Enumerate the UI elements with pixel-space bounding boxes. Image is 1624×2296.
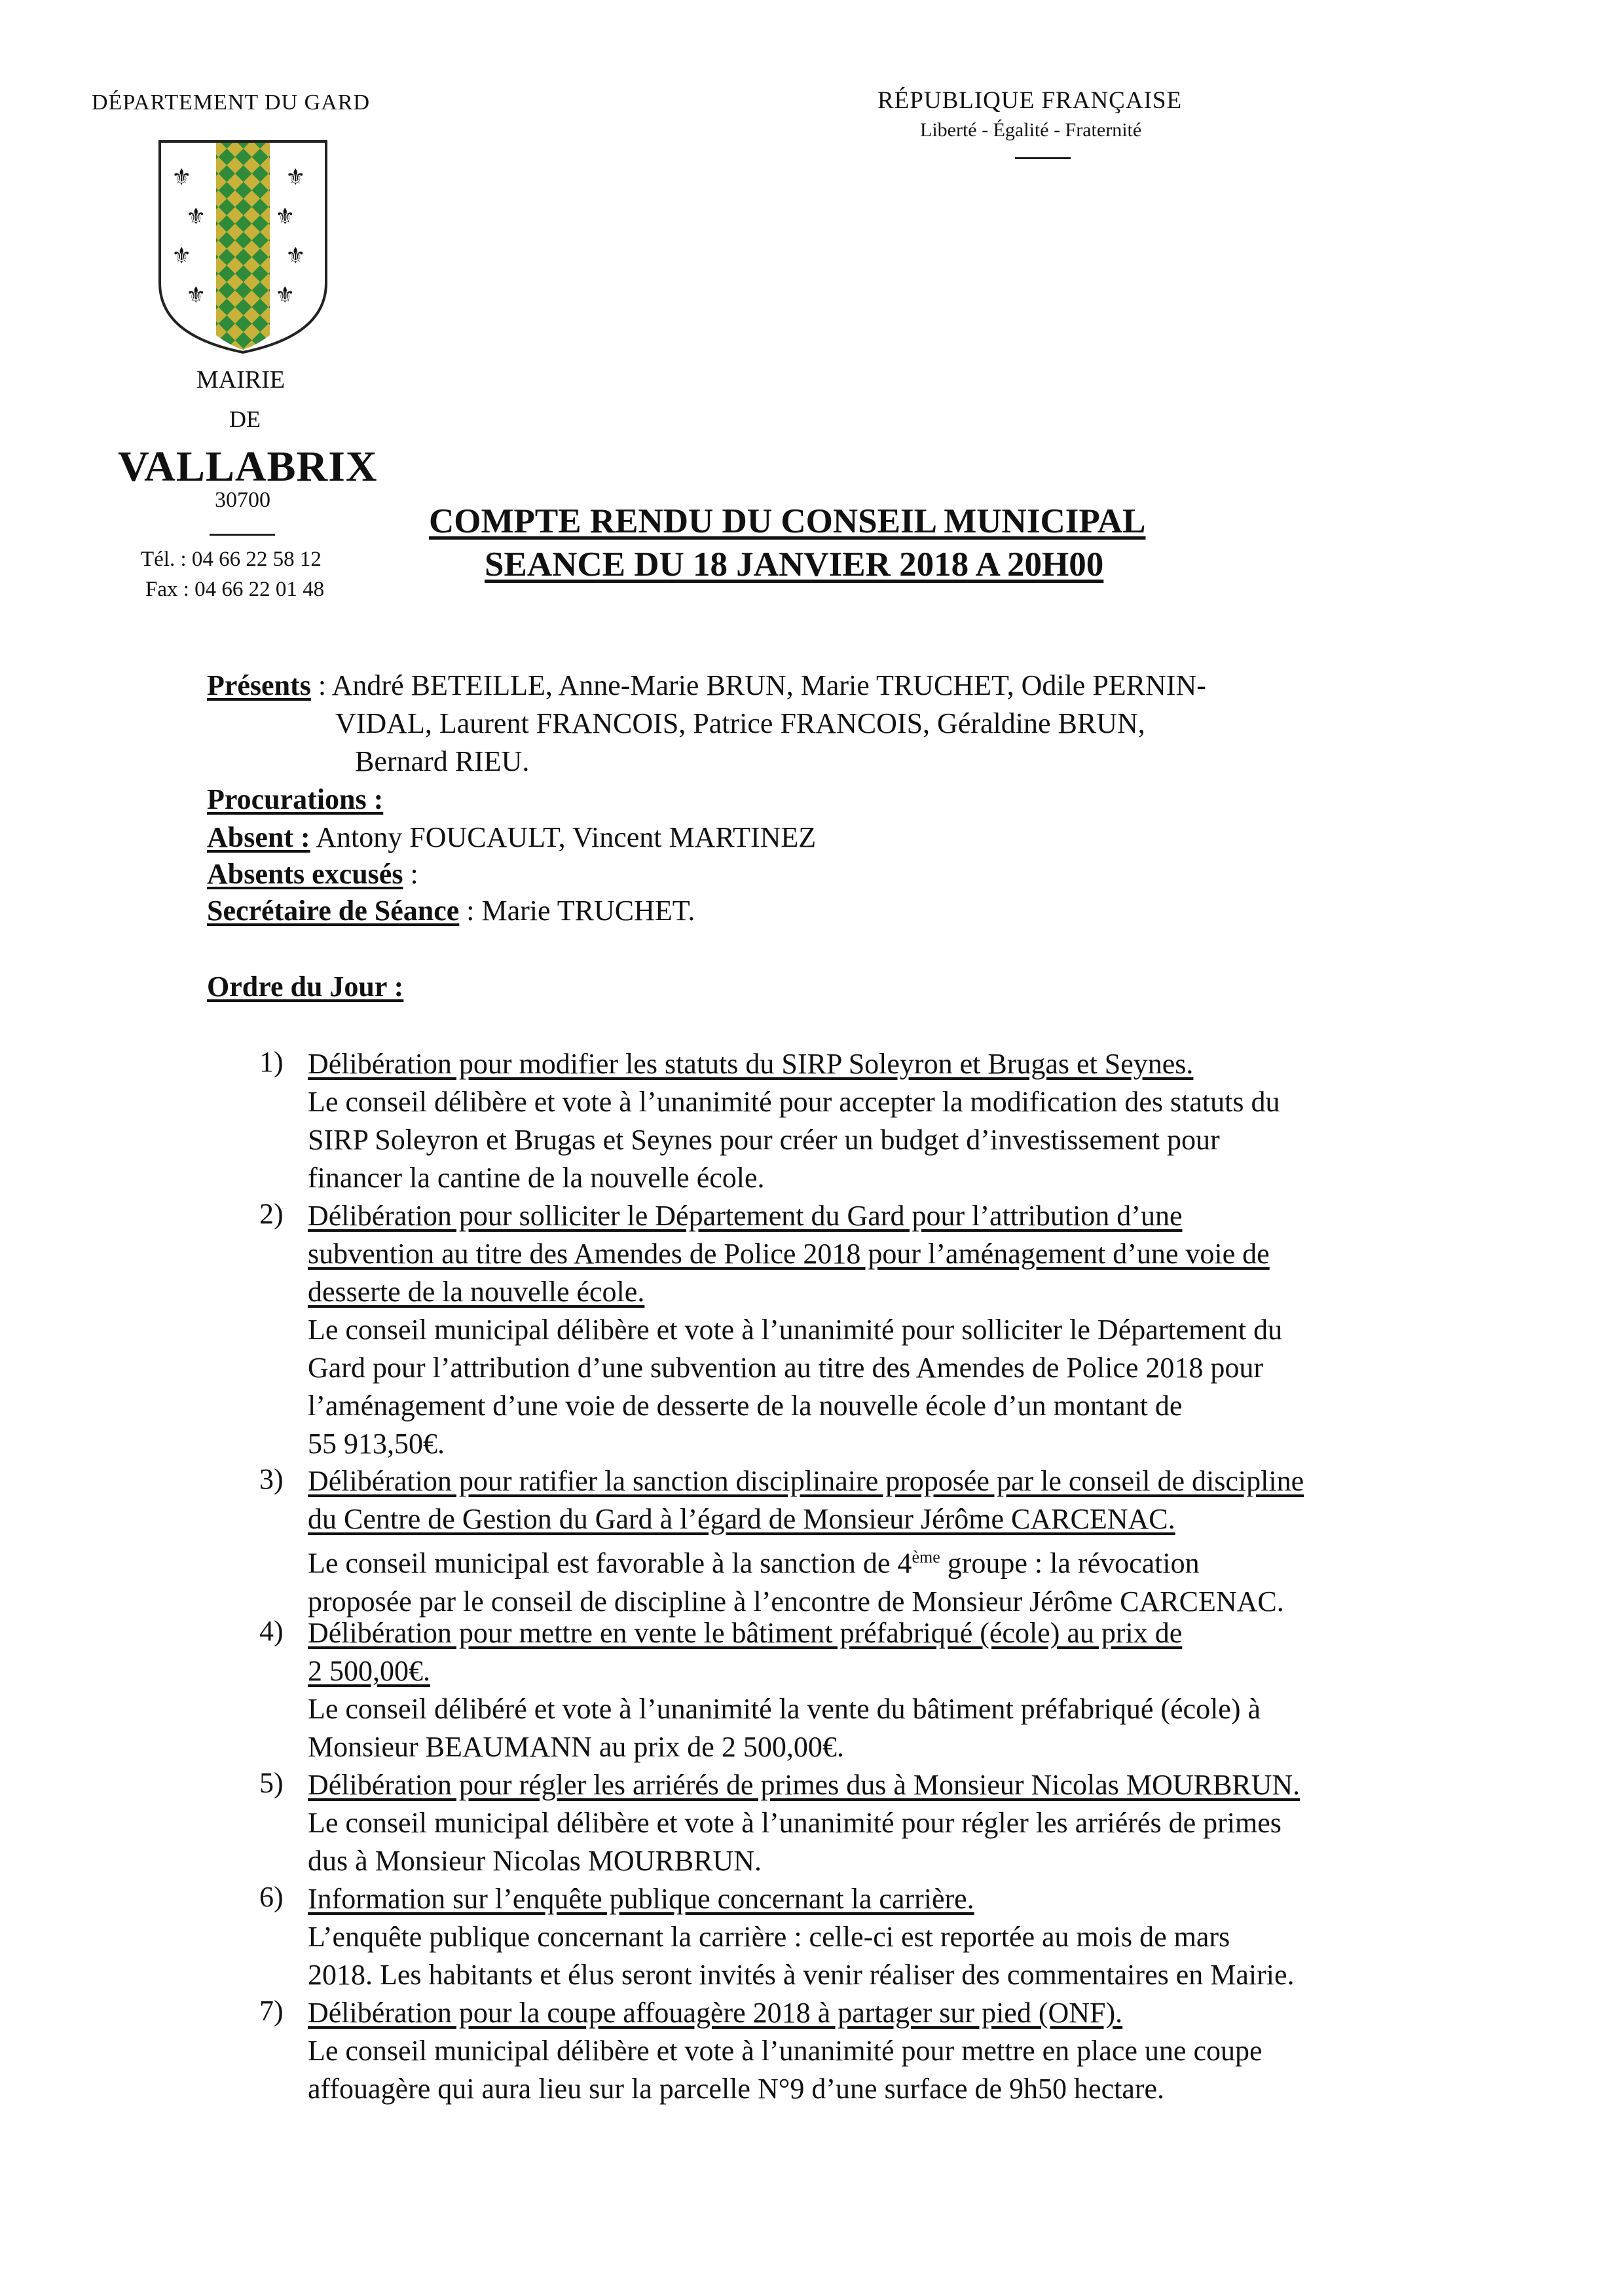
page-subtitle: SEANCE DU 18 JANVIER 2018 A 20H00 [485,546,1104,583]
item-body: Gard pour l’attribution d’une subvention au titre des Amendes de Police 2018 pour [308,1352,1264,1384]
item-body: Monsieur BEAUMANN au prix de 2 500,00€. [308,1731,844,1763]
item-title: Délibération pour régler les arriérés de primes dus à Monsieur Nicolas MOURBRUN. [308,1769,1301,1801]
item-title: Délibération pour la coupe affouagère 2018 à partager sur pied (ONF). [308,1997,1123,2029]
excuses-label: Absents excusés [207,858,403,890]
item-body: dus à Monsieur Nicolas MOURBRUN. [308,1845,762,1877]
item-number: 6) [259,1881,284,1913]
svg-text:⚜: ⚜ [172,164,192,191]
item-title: Information sur l’enquête publique concernant la carrière. [308,1883,974,1915]
presents-value: : André BETEILLE, Anne-Marie BRUN, Marie TRUCHET, Odile PERNIN- [310,669,1206,701]
excuses-value: : [403,858,418,890]
svg-text:⚜: ⚜ [186,282,206,308]
item-body-text: Le conseil municipal est favorable à la sanction de 4 [308,1547,912,1580]
procurations-line [207,781,383,819]
mairie-label: MAIRIE [196,366,286,394]
secretaire-value: : Marie TRUCHET. [459,895,695,927]
coat-of-arms-icon [157,139,329,355]
procurations-label: Procurations : [207,783,384,815]
republic-motto: Liberté - Égalité - Fraternité [920,119,1142,141]
item-title: 2 500,00€. [308,1655,430,1687]
agenda-item [308,1197,1460,1463]
item-title: subvention au titre des Amendes de Police 2018 pour l’aménagement d’une voie de [308,1238,1270,1270]
republic-name: RÉPUBLIQUE FRANÇAISE [877,87,1183,114]
item-body [308,1538,1460,1583]
item-title: desserte de la nouvelle école. [308,1276,645,1308]
agenda-label: Ordre du Jour : [207,971,404,1003]
absent-line [207,819,816,857]
presents-line [207,667,1206,705]
telephone: Tél. : 04 66 22 58 12 [141,547,322,571]
svg-text:⚜: ⚜ [186,204,206,230]
item-number: 5) [259,1767,284,1799]
agenda-item [308,1614,1460,1766]
item-body: proposée par le conseil de discipline à l’encontre de Monsieur Jérôme CARCENAC. [308,1585,1284,1618]
item-body: 2018. Les habitants et élus seront invités à venir réaliser des commentaires en Mairie. [308,1959,1295,1991]
agenda-item [308,1994,1460,2108]
secretaire-line [207,892,695,930]
superscript: ème [912,1547,940,1566]
fax: Fax : 04 66 22 01 48 [145,578,325,601]
agenda-item [308,1880,1460,1994]
presents-line: Bernard RIEU. [355,745,530,777]
department-name: DÉPARTEMENT DU GARD [92,90,370,115]
svg-text:⚜: ⚜ [275,204,295,230]
item-body: Le conseil municipal délibère et vote à l’unanimité pour régler les arriérés de primes [308,1807,1282,1839]
item-number: 7) [259,1995,284,2027]
town-name: VALLABRIX [118,443,378,491]
svg-text:⚜: ⚜ [172,243,192,269]
absent-label: Absent : [207,821,310,853]
agenda-heading [207,968,403,1006]
item-body: Le conseil délibère et vote à l’unanimité pour accepter la modification des statuts du [308,1086,1280,1118]
item-body: Le conseil municipal délibère et vote à l’unanimité pour solliciter le Département du [308,1314,1283,1346]
item-title: du Centre de Gestion du Gard à l’égard de Monsieur Jérôme CARCENAC. [308,1503,1175,1535]
item-body: L’enquête publique concernant la carrière : celle-ci est reportée au mois de mars [308,1921,1230,1953]
item-body: 55 913,50€. [308,1428,445,1460]
item-title: Délibération pour solliciter le Département du Gard pour l’attribution d’une [308,1200,1183,1232]
svg-text:⚜: ⚜ [286,164,306,191]
agenda-item [308,1766,1460,1880]
postal-code: 30700 [215,488,270,512]
item-body: l’aménagement d’une voie de desserte de la nouvelle école d’un montant de [308,1390,1183,1422]
divider [1015,157,1071,159]
item-body: affouagère qui aura lieu sur la parcelle N°9 d’une surface de 9h50 hectare. [308,2073,1165,2105]
item-number: 3) [259,1463,284,1495]
item-body-text: groupe : la révocation [940,1547,1200,1580]
agenda-item [308,1462,1460,1621]
svg-text:⚜: ⚜ [275,282,295,308]
presents-label: Présents [207,669,311,701]
item-title: Délibération pour modifier les statuts du SIRP Soleyron et Brugas et Seynes. [308,1048,1194,1080]
de-label: DE [229,406,261,432]
absent-value: Antony FOUCAULT, Vincent MARTINEZ [310,821,817,853]
agenda-item [308,1045,1460,1197]
page-title: COMPTE RENDU DU CONSEIL MUNICIPAL [429,502,1146,540]
item-title: Délibération pour ratifier la sanction disciplinaire proposée par le conseil de discipline [308,1465,1304,1497]
presents-line: VIDAL, Laurent FRANCOIS, Patrice FRANCOIS, Géraldine BRUN, [335,707,1145,739]
secretaire-label: Secrétaire de Séance [207,895,460,927]
item-body: Le conseil municipal délibère et vote à l’unanimité pour mettre en place une coupe [308,2035,1263,2067]
item-body: financer la cantine de la nouvelle école. [308,1162,765,1194]
item-number: 2) [259,1198,284,1230]
item-number: 4) [259,1615,284,1647]
excuses-line [207,855,418,893]
svg-text:⚜: ⚜ [286,243,306,269]
divider [210,534,275,536]
item-body: SIRP Soleyron et Brugas et Seynes pour créer un budget d’investissement pour [308,1124,1220,1156]
item-number: 1) [259,1046,284,1078]
item-title: Délibération pour mettre en vente le bâtiment préfabriqué (école) au prix de [308,1617,1183,1649]
item-body: Le conseil délibéré et vote à l’unanimité la vente du bâtiment préfabriqué (école) à [308,1693,1261,1725]
